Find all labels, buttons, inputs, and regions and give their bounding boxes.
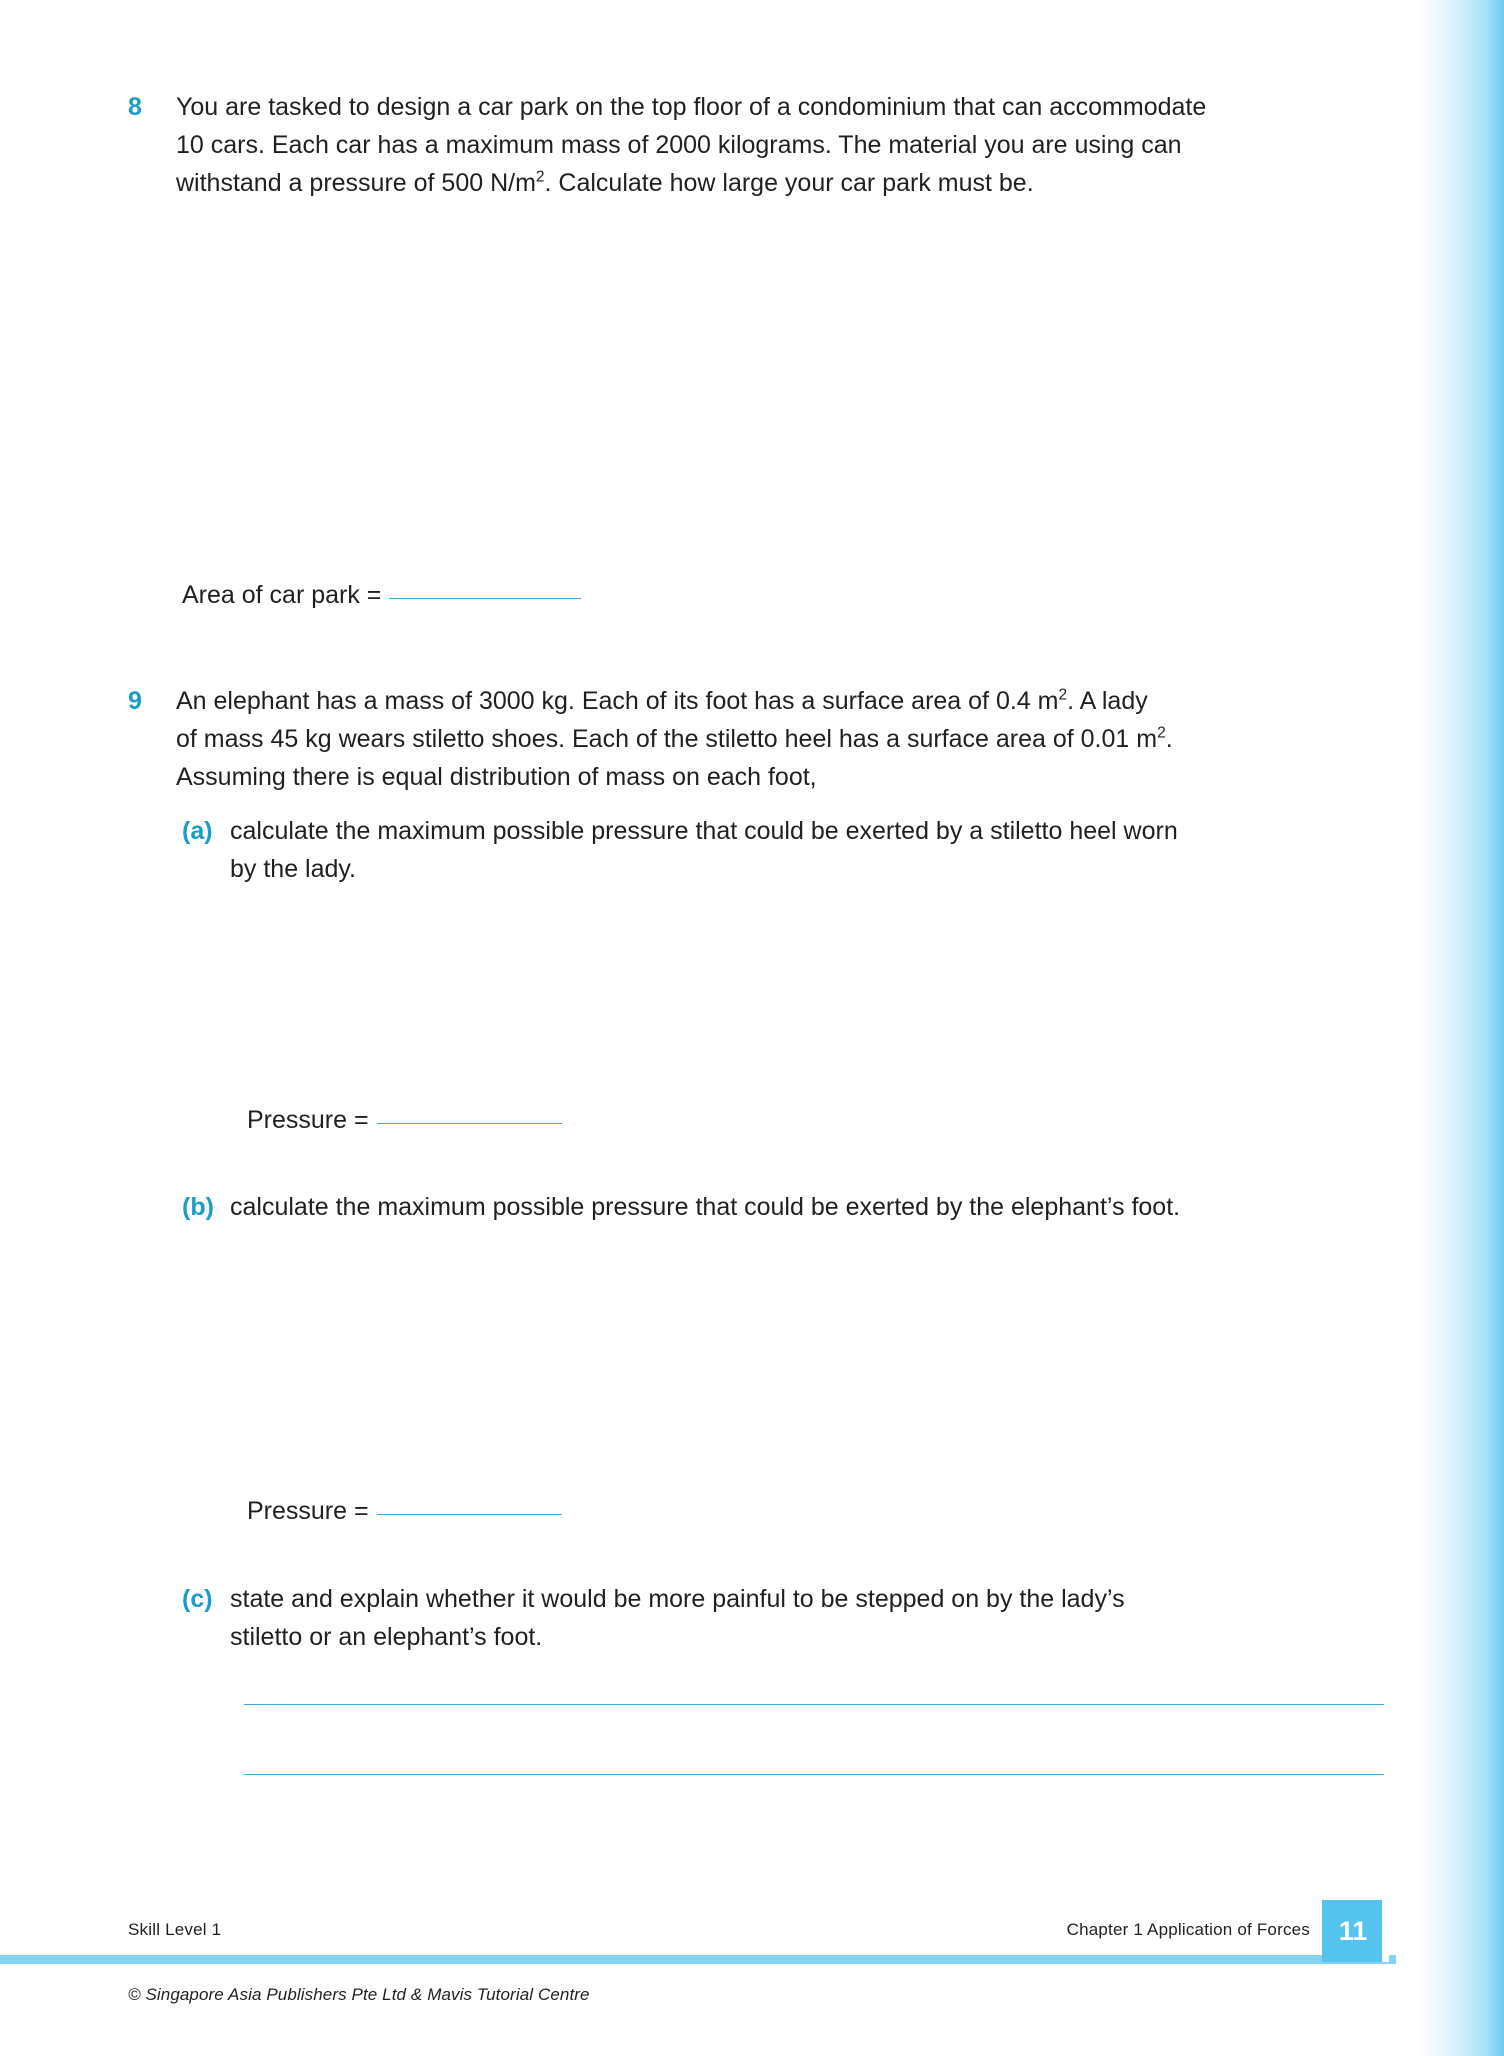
question-9-part-a-answer-row [247,1103,562,1137]
question-8 [118,88,1288,202]
question-8-number: 8 [128,93,142,121]
answer-write-line-1[interactable] [244,1704,1384,1705]
question-9-part-b-answer-row [247,1494,562,1528]
question-9-line-2: of mass 45 kg wears stiletto shoes. Each of the stiletto heel has a surface area of 0.01 $m^2$. [176,724,1173,753]
footer-copyright: © Singapore Asia Publishers Pte Ltd & Mavis Tutorial Centre [128,1985,590,2004]
question-9-part-b [182,1188,1288,1226]
question-8-line-2: 10 cars. Each car has a maximum mass of 2000 kilograms. The material you are using can [176,131,1182,159]
question-9-part-a-answer-blank[interactable] [377,1123,562,1124]
page-badge-notch [1382,1900,1389,1962]
question-9-part-c-line-2: stiletto or an elephant’s foot. [230,1623,543,1651]
footer-skill-level: Skill Level 1 [128,1920,222,1939]
question-8-line-1: You are tasked to design a car park on the top floor of a condominium that can accommodate [176,93,1207,121]
question-9-part-a-text [230,812,1288,888]
superscript-squared: 2 [535,168,545,186]
question-9-part-c [182,1580,1288,1656]
question-9-number: 9 [128,687,142,715]
superscript-squared: 2 [1157,724,1166,742]
answer-write-line-2[interactable] [244,1774,1384,1775]
question-8-line-3: withstand a pressure of 500 $N/m^2$. Calculate how large your car park must be. [176,168,1034,197]
question-9-part-b-answer-blank[interactable] [377,1514,562,1515]
question-9-text [176,682,1282,796]
question-9-part-b-answer-label: Pressure = [247,1497,369,1525]
question-8-answer-label: Area of car park = [182,581,382,609]
footer-divider-bar [0,1955,1396,1964]
question-9-part-c-label: (c) [182,1585,213,1613]
question-8-answer-row [182,578,581,612]
question-9-part-a-line-1: calculate the maximum possible pressure that could be exerted by a stiletto heel worn [230,817,1178,845]
question-9-part-a-answer-label: Pressure = [247,1106,369,1134]
question-9 [118,682,1288,796]
question-9-part-a-line-2: by the lady. [230,855,357,883]
question-9-part-c-line-1: state and explain whether it would be more painful to be stepped on by the lady’s [230,1585,1125,1613]
footer-chapter: Chapter 1 Application of Forces [1066,1920,1310,1939]
page-edge-inner-strip [1488,0,1504,2056]
question-9-part-a-label: (a) [182,817,213,845]
question-9-part-b-label: (b) [182,1193,214,1221]
page-edge-gradient [1396,0,1504,2056]
question-9-line-1: An elephant has a mass of 3000 kg. Each of its foot has a surface area of 0.4 $m^2$. A lady [176,686,1148,715]
question-8-text [176,88,1278,202]
page-number-badge: 11 [1322,1900,1384,1962]
question-9-part-c-text [230,1580,1288,1656]
question-9-part-a [182,812,1288,888]
question-8-answer-blank[interactable] [389,598,581,599]
question-9-part-b-text [230,1188,1288,1226]
superscript-squared: 2 [1058,686,1068,704]
question-9-part-b-line-1: calculate the maximum possible pressure that could be exerted by the elephant’s foot. [230,1193,1181,1221]
question-9-line-3: Assuming there is equal distribution of mass on each foot, [176,763,817,791]
